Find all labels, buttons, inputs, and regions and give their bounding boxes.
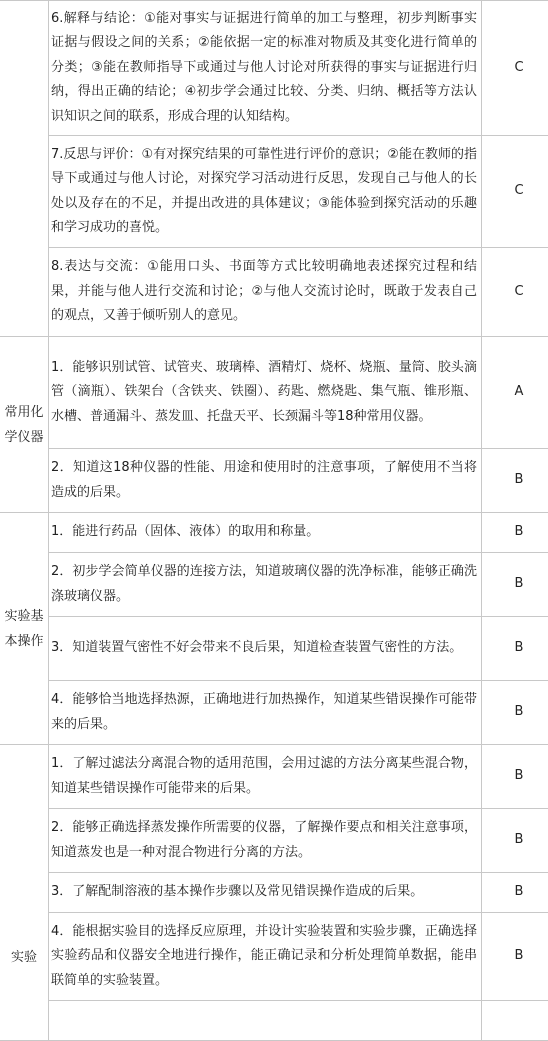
table-row (0, 513, 548, 553)
category-experiment: 实验 (0, 745, 49, 1041)
table-row (0, 913, 548, 1001)
row-description: 8.表达与交流：①能用口头、书面等方式比较明确地表述探究过程和结果，并能与他人进行交流和讨论；②与他人交流讨论时，既敢于发表自己的观点，又善于倾听别人的意见。 (49, 248, 482, 337)
table-row (0, 1, 548, 136)
table-row (0, 617, 548, 681)
row-level: B (482, 513, 548, 553)
row-level: B (482, 873, 548, 913)
table-row (0, 745, 548, 809)
row-description: 2．初步学会简单仪器的连接方法，知道玻璃仪器的洗净标准，能够正确洗涤玻璃仪器。 (49, 553, 482, 617)
row-description: 1．能够识别试管、试管夹、玻璃棒、酒精灯、烧杯、烧瓶、量筒、胶头滴管（滴瓶）、铁架台（含铁夹、铁圈）、药匙、燃烧匙、集气瓶、锥形瓶、水槽、普通漏斗、蒸发皿、托盘天平、长颈漏斗等18种常用仪器。 (49, 337, 482, 449)
row-level: C (482, 248, 548, 337)
row-description: 1．了解过滤法分离混合物的适用范围，会用过滤的方法分离某些混合物，知道某些错误操作可能带来的后果。 (49, 745, 482, 809)
row-level: B (482, 553, 548, 617)
row-description: 3．知道装置气密性不好会带来不良后果，知道检查装置气密性的方法。 (49, 617, 482, 681)
row-level: A (482, 337, 548, 449)
row-level-empty (482, 1001, 548, 1041)
row-description: 4．能根据实验目的选择反应原理，并设计实验装置和实验步骤，正确选择实验药品和仪器安全地进行操作，能正确记录和分析处理简单数据，能串联简单的实验装置。 (49, 913, 482, 1001)
table-row (0, 337, 548, 449)
category-instruments: 常用化学仪器 (0, 337, 49, 513)
row-description: 1．能进行药品（固体、液体）的取用和称量。 (49, 513, 482, 553)
row-level: B (482, 617, 548, 681)
category-cell-empty (0, 1, 49, 337)
table-row (0, 136, 548, 248)
row-description: 2．知道这18种仪器的性能、用途和使用时的注意事项，了解使用不当将造成的后果。 (49, 449, 482, 513)
row-description: 6.解释与结论：①能对事实与证据进行简单的加工与整理，初步判断事实证据与假设之间的关系；②能依据一定的标准对物质及其变化进行简单的分类；③能在教师指导下或通过与他人讨论对所获得的事实与证据进行归纳，得出正确的结论；④初步学会通过比较、分类、归纳、概括等方法认识知识之间的联系，形成合理的认知结构。 (49, 1, 482, 136)
table-row (0, 553, 548, 617)
table-row (0, 681, 548, 745)
row-description: 3．了解配制溶液的基本操作步骤以及常见错误操作造成的后果。 (49, 873, 482, 913)
table-row (0, 873, 548, 913)
category-basic-ops: 实验基本操作 (0, 513, 49, 745)
table-row (0, 809, 548, 873)
row-description: 4．能够恰当地选择热源，正确地进行加热操作，知道某些错误操作可能带来的后果。 (49, 681, 482, 745)
row-level: B (482, 681, 548, 745)
table-row (0, 248, 548, 337)
table-row (0, 449, 548, 513)
table-row (0, 1001, 548, 1041)
row-description: 7.反思与评价：①有对探究结果的可靠性进行评价的意识；②能在教师的指导下或通过与他人讨论，对探究学习活动进行反思，发现自己与他人的长处以及存在的不足，并提出改进的具体建议；③能体验到探究活动的乐趣和学习成功的喜悦。 (49, 136, 482, 248)
row-level: B (482, 745, 548, 809)
row-level: C (482, 1, 548, 136)
row-level: B (482, 449, 548, 513)
row-description: 2．能够正确选择蒸发操作所需要的仪器，了解操作要点和相关注意事项，知道蒸发也是一种对混合物进行分离的方法。 (49, 809, 482, 873)
row-level: B (482, 913, 548, 1001)
row-description-empty (49, 1001, 482, 1041)
row-level: B (482, 809, 548, 873)
row-level: C (482, 136, 548, 248)
